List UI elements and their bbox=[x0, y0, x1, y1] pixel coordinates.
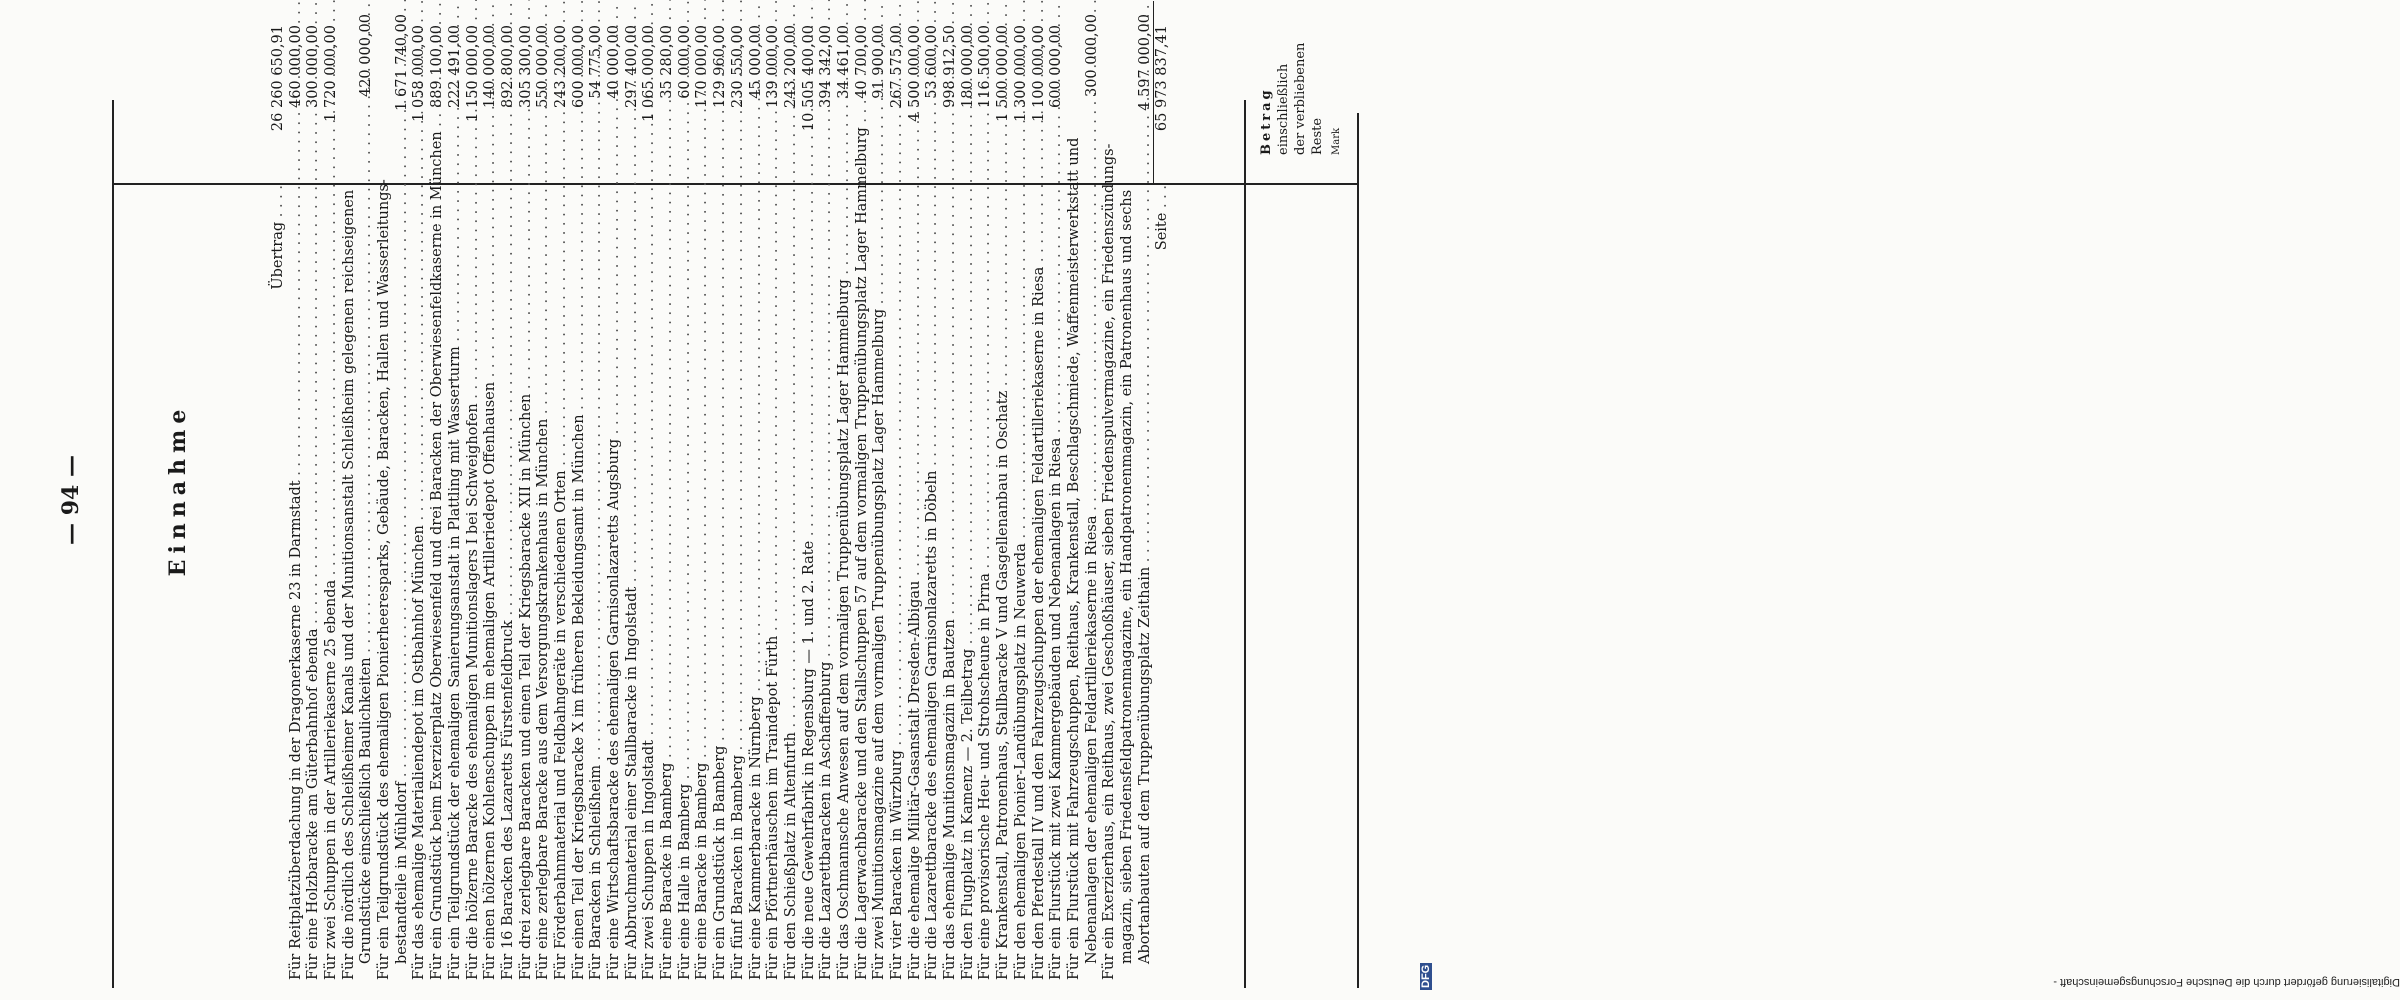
ledger-row-description: Für Abbruchmaterial einer Stallbaracke in Ingolstadt . . . bbox=[624, 185, 642, 980]
amount-header-line: Reste bbox=[1310, 117, 1325, 155]
ledger-row-description: Für den Schießplatz in Altenfurth . . . bbox=[783, 185, 801, 980]
ledger-row bbox=[323, 0, 341, 980]
ledger-row bbox=[712, 0, 730, 980]
ledger-row-amount: 180 000,00 bbox=[959, 25, 976, 109]
ledger-row bbox=[606, 0, 624, 980]
ledger-row bbox=[624, 0, 642, 980]
ledger-row-description: Für eine zerlegbare Baracke aus dem Versorgungskrankenhaus in München . . . bbox=[535, 185, 553, 980]
ledger-row-amount: 1 720 000,00 bbox=[323, 25, 340, 122]
ledger-row bbox=[305, 0, 323, 980]
ledger-row-amount: 34 461,00 bbox=[835, 25, 852, 99]
ledger-row-amount: 40 700,00 bbox=[853, 25, 870, 99]
ledger-row-description: Für vier Baracken in Würzburg . . . bbox=[889, 185, 907, 980]
ledger-row bbox=[1137, 0, 1155, 980]
ledger-row bbox=[412, 0, 430, 980]
ledger-row-amount: 45 000,00 bbox=[747, 25, 764, 99]
ledger-row-amount: 394 342,00 bbox=[818, 25, 835, 109]
ledger-row-description: magazin, sieben Friedensfeldpatronenmagazine, ein Handpatronenmagazin, ein Patronenhaus und sechs bbox=[1118, 189, 1135, 964]
digitization-note: Digitalisierung gefördert durch die Deutsche Forschungsgemeinschaft - bbox=[2053, 976, 2400, 988]
ledger-row-description: Für ein Teilgrundstück des ehemaligen Pionierheeresparks, Gebäude, Baracken, Hallen und Wasserleitungs- bbox=[376, 179, 393, 980]
ledger-row-amount: 91 900,00 bbox=[871, 25, 888, 99]
ledger-row bbox=[1048, 0, 1066, 980]
ledger-row-amount: 54 775,00 bbox=[588, 25, 605, 99]
ledger-row bbox=[482, 0, 500, 980]
ledger-row bbox=[288, 0, 306, 980]
ledger-row bbox=[394, 0, 412, 980]
ledger-row-amount: 1 058 000,00 bbox=[411, 25, 428, 122]
ledger-row-amount: 230 550,00 bbox=[729, 25, 746, 109]
ledger-row bbox=[677, 0, 695, 980]
ledger-row-description: Für eine Wirtschaftsbaracke des ehemaligen Garnisonlazaretts Augsburg . . . bbox=[606, 185, 624, 980]
ledger-row-description: Für die ehemalige Militär-Gasanstalt Dresden-Albigau . . . bbox=[907, 185, 925, 980]
ledger-row-amount: 300 000,00 bbox=[305, 25, 322, 109]
carry-over-row bbox=[270, 0, 288, 980]
ledger-row-amount: 600 000,00 bbox=[1048, 25, 1065, 109]
ledger-row-description: Für einen hölzernen Kohlenschuppen im ehemaligen Artilleriedepot Offenhausen . . . bbox=[482, 185, 500, 980]
ledger-row bbox=[500, 0, 518, 980]
ledger-row-description: Für ein Teilgrundstück der ehemaligen Sanierungsanstalt in Plattling mit Wasserturm . . . bbox=[447, 185, 465, 980]
ledger-row-amount: 1 065 000,00 bbox=[641, 25, 658, 122]
ledger-row bbox=[1101, 0, 1119, 980]
ledger-row bbox=[553, 0, 571, 980]
ledger-row-description: Für den Flugplatz in Kamenz — 2. Teilbetrag . . . bbox=[960, 185, 978, 980]
carry-over-label: Übertrag . . . . bbox=[270, 185, 288, 980]
top-rule bbox=[112, 100, 114, 988]
ledger-row bbox=[641, 0, 659, 980]
ledger-row bbox=[871, 0, 889, 980]
ledger-row-description: Für ein Exerzierhaus, ein Reithaus, zwei Geschoßhäuser, sieben Friedenspulvermagazine, ein Friedenszündungs- bbox=[1101, 143, 1118, 980]
ledger-row-description: Grundstücke einschließlich Baulichkeiten . . . bbox=[358, 169, 376, 980]
ledger-row-amount: 305 300,00 bbox=[517, 25, 534, 109]
amount-column-header bbox=[1258, 0, 1345, 155]
ledger-row bbox=[801, 0, 819, 980]
ledger-row-description: Für eine Halle in Bamberg . . . bbox=[677, 185, 695, 980]
ledger-row-amount: 243 200,00 bbox=[552, 25, 569, 109]
amount-header-line: einschließlich bbox=[1276, 63, 1291, 155]
ledger-row-amount: 140 000,00 bbox=[482, 25, 499, 109]
ledger-row bbox=[588, 0, 606, 980]
ledger-row-description: Für ein Flurstück mit zwei Kammergebäuden und Nebenanlagen in Riesa . . . bbox=[1048, 185, 1066, 980]
amount-unit: Mark bbox=[1331, 127, 1342, 155]
ledger-row-amount: 129 960,00 bbox=[712, 25, 729, 109]
ledger-row-amount: 116 500,00 bbox=[977, 25, 994, 109]
ledger-row-amount: 40 000,00 bbox=[606, 25, 623, 99]
ledger-row bbox=[978, 0, 996, 980]
ledger-row bbox=[854, 0, 872, 980]
ledger-row-amount: 1 100 000,00 bbox=[1030, 25, 1047, 122]
header-rule bbox=[1244, 100, 1246, 988]
ledger-row-description: Für zwei Schuppen in Ingolstadt . . . bbox=[641, 185, 659, 980]
ledger-row-description: Für die hölzerne Baracke des ehemaligen Munitionslagers I bei Schweighofen . . . bbox=[465, 185, 483, 980]
digitization-credit bbox=[1418, 10, 2400, 990]
ledger-row-amount: 889 100,00 bbox=[429, 25, 446, 109]
ledger-row bbox=[836, 0, 854, 980]
amount-header-line: der verbliebenen bbox=[1293, 42, 1308, 155]
ledger-row bbox=[518, 0, 536, 980]
ledger-row-amount: 222 491,00 bbox=[446, 25, 463, 109]
ledger-row-amount: 267 575,00 bbox=[889, 25, 906, 109]
ledger-row-amount: 300 000,00 bbox=[1083, 14, 1100, 98]
ledger-row bbox=[1013, 0, 1031, 980]
page-total-label: Seite . . . bbox=[1154, 185, 1172, 980]
ledger-row bbox=[1066, 0, 1084, 980]
ledger-row-amount: 170 000,00 bbox=[694, 25, 711, 109]
ledger-row-description: Für eine Baracke in Bamberg . . . bbox=[694, 185, 712, 980]
ledger-row-description: Abortanbauten auf dem Truppenübungsplatz Zeithain . . . bbox=[1137, 169, 1155, 980]
ledger-row bbox=[730, 0, 748, 980]
ledger-row-description: Für ein Grundstück in Bamberg . . . bbox=[712, 185, 730, 980]
ledger-row bbox=[465, 0, 483, 980]
ledger-row-amount: 297 400,00 bbox=[623, 25, 640, 109]
ledger-row-description: Für eine provisorische Heu- und Strohscheune in Pirna . . . bbox=[977, 185, 995, 980]
ledger-row-amount: 1 300 000,00 bbox=[1012, 25, 1029, 122]
dfg-logo: DFG bbox=[1420, 964, 1432, 988]
ledger-row-amount: 53 600,00 bbox=[924, 25, 941, 99]
ledger-row bbox=[429, 0, 447, 980]
ledger-row-amount: 550 000,00 bbox=[535, 25, 552, 109]
ledger-row bbox=[748, 0, 766, 980]
ledger-row-description: Für ein Grundstück beim Exerzierplatz Oberwiesenfeld und drei Baracken der Oberwiesenfeldkaserne in München . . . bbox=[429, 185, 447, 980]
ledger-row-amount: 4 500 000,00 bbox=[906, 25, 923, 122]
ledger-row-description: Für Reitplatzüberdachung in der Dragonerkaserne 23 in Darmstadt . . . bbox=[288, 185, 306, 980]
ledger-row-amount: 1 671 740,00 bbox=[393, 14, 410, 111]
ledger-row bbox=[341, 0, 359, 980]
ledger-row bbox=[924, 0, 942, 980]
ledger-row-amount: 998 912,50 bbox=[942, 25, 959, 109]
ledger-row-description: Für ein Pförtnerhäuschen im Traindepot Fürth . . . bbox=[765, 185, 783, 980]
ledger-row-description: Für 16 Baracken des Lazaretts Fürstenfeldbruck . . . bbox=[500, 185, 518, 980]
amount-header-line: Betrag bbox=[1259, 87, 1274, 155]
ledger-row-amount: 60 000,00 bbox=[676, 25, 693, 99]
page-number: — 94 — bbox=[58, 455, 84, 545]
ledger-row-description: Für die Lazarettbaracke des ehemaligen Garnisonlazaretts in Döbeln . . . bbox=[924, 185, 942, 980]
ledger-row-amount: 1 500 000,00 bbox=[995, 25, 1012, 122]
ledger-row bbox=[1119, 0, 1137, 980]
ledger-row bbox=[889, 0, 907, 980]
ledger-row-amount: 10 505 400,00 bbox=[800, 25, 817, 132]
ledger-row bbox=[960, 0, 978, 980]
ledger-row bbox=[695, 0, 713, 980]
ledger-row-description: Für das Oschmannsche Anwesen auf dem vormaligen Truppenübungsplatz Lager Hammelburg . . . bbox=[836, 185, 854, 980]
ledger-row bbox=[783, 0, 801, 980]
ledger-row-description: Für Baracken in Schleißheim . . . bbox=[588, 185, 606, 980]
ledger-row-amount: 892 800,00 bbox=[499, 25, 516, 109]
ledger-row-description: Für eine Kammerbaracke in Nürnberg . . . bbox=[748, 185, 766, 980]
ledger-row bbox=[447, 0, 465, 980]
ledger-row-amount: 1 150 000,00 bbox=[464, 25, 481, 122]
ledger-row bbox=[765, 0, 783, 980]
ledger-row-description: Für die Lazarettbaracken in Aschaffenburg . . . bbox=[818, 185, 836, 980]
ledger-row-description: Für die nördlich des Schleißheimer Kanals und der Munitionsanstalt Schleißheim gelegenen reichseigenen bbox=[340, 189, 357, 980]
page-total-amount: 65 973 837,41 bbox=[1153, 1, 1172, 185]
ledger-row-description: Für eine Baracke in Bamberg . . . bbox=[659, 185, 677, 980]
ledger-row-description: Für zwei Munitionsmagazine auf dem vormaligen Truppenübungsplatz Lager Hammelburg . . . bbox=[871, 185, 889, 980]
section-title: Einnahme bbox=[165, 403, 191, 577]
ledger-row-description: Nebenanlagen der ehemaligen Feldartilleriekaserne in Riesa . . . bbox=[1084, 169, 1102, 980]
ledger-row-amount: 4 597 000,00 bbox=[1136, 14, 1153, 111]
ledger-row-description: Für fünf Baracken in Bamberg . . . bbox=[730, 185, 748, 980]
ledger-row bbox=[1031, 0, 1049, 980]
ledger-row-description: Für Krankenstall, Patronenhaus, Stallbaracke V und Gasgellenanbau in Oschatz . . . bbox=[995, 185, 1013, 980]
ledger-row-amount: 35 280,00 bbox=[659, 25, 676, 99]
ledger-row bbox=[907, 0, 925, 980]
ledger-row-description: Für das ehemalige Munitionsmagazin in Bautzen . . . bbox=[942, 185, 960, 980]
page-total-row bbox=[1154, 0, 1172, 980]
ledger-row-amount: 460 000,00 bbox=[287, 25, 304, 109]
ledger-row-amount: 243 200,00 bbox=[782, 25, 799, 109]
bottom-rule bbox=[1357, 113, 1359, 988]
ledger-row-description: Für einen Teil der Kriegsbaracke X im früheren Bekleidungsamt in München . . . bbox=[571, 185, 589, 980]
ledger-row-description: Für ein Flurstück mit Fahrzeugschuppen, Reithaus, Krankenstall, Beschlagschmiede, Waffenmeisterwerkstatt und bbox=[1065, 137, 1082, 980]
ledger-row bbox=[818, 0, 836, 980]
ledger-row-description: Für den Pferdestall IV und den Fahrzeugschuppen der ehemaligen Feldartilleriekaserne in Riesa . . . bbox=[1031, 185, 1049, 980]
ledger-row bbox=[535, 0, 553, 980]
ledger-row bbox=[571, 0, 589, 980]
ledger-rows bbox=[270, 0, 1172, 980]
ledger-row bbox=[1084, 0, 1102, 980]
ledger-row bbox=[358, 0, 376, 980]
ledger-row bbox=[376, 0, 394, 980]
carry-over-amount: 26 260 650,91 bbox=[269, 25, 286, 132]
ledger-row-amount: 600 000,00 bbox=[570, 25, 587, 109]
ledger-row-description: Für drei zerlegbare Baracken und einen Teil der Kriegsbaracke XII in München . . . bbox=[518, 185, 536, 980]
ledger-row-amount: 139 000,00 bbox=[765, 25, 782, 109]
ledger-row-description: Für eine Holzbaracke am Güterbahnhof ebenda . . . bbox=[305, 185, 323, 980]
ledger-row-description: Für Förderbahnmaterial und Feldbahngeräte in verschiedenen Orten . . . bbox=[553, 185, 571, 980]
ledger-row bbox=[942, 0, 960, 980]
ledger-row-description: bestandteile in Mühldorf . . . bbox=[394, 169, 412, 980]
ledger-row-description: Für den ehemaligen Pionier-Landübungsplatz in Neuwerda . . . bbox=[1013, 185, 1031, 980]
ledger-row-description: Für das ehemalige Materialiendepot im Ostbahnhof München . . . bbox=[411, 185, 429, 980]
ledger-row bbox=[995, 0, 1013, 980]
ledger-row-description: Für zwei Schuppen in der Artilleriekaserne 25 ebenda . . . bbox=[323, 185, 341, 980]
ledger-row-description: Für die neue Gewehrfabrik in Regensburg — 1. und 2. Rate . . . bbox=[801, 185, 819, 980]
ledger-row bbox=[659, 0, 677, 980]
ledger-row-amount: 420 000,00 bbox=[358, 14, 375, 98]
ledger-row-description: Für die Lagerwachbaracke und den Stallschuppen 57 auf dem vormaligen Truppenübungsplatz Lager Hammelburg . . . bbox=[854, 185, 872, 980]
